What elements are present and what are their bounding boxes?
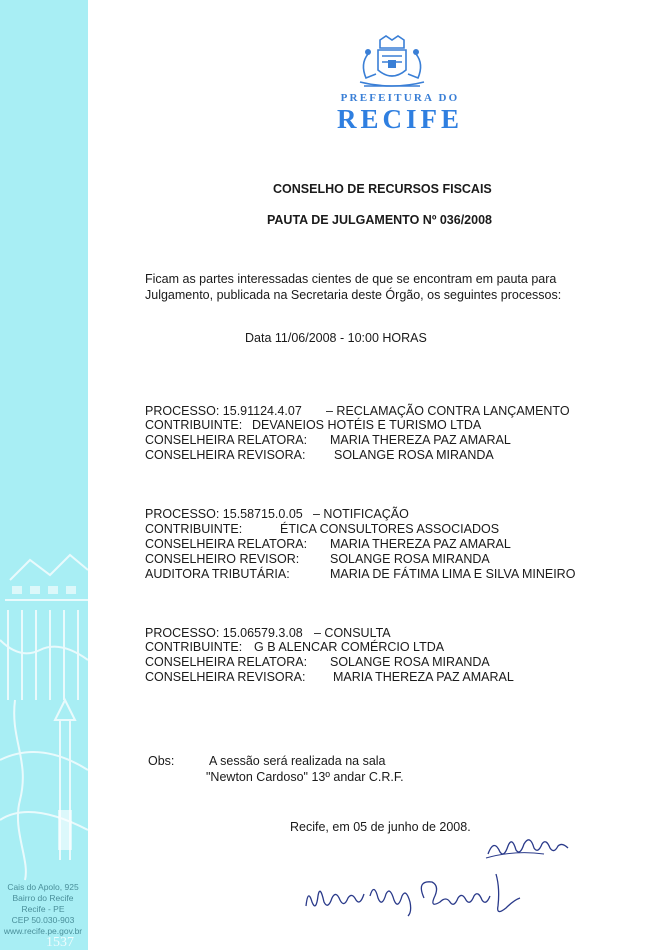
- field-value: ÉTICA CONSULTORES ASSOCIADOS: [280, 522, 500, 536]
- field-value: SOLANGE ROSA MIRANDA: [334, 448, 494, 462]
- city-watermark-graphic: [0, 0, 88, 950]
- brand-prefeitura: PREFEITURA DO: [340, 92, 460, 104]
- year-mark: 1537: [46, 935, 74, 950]
- intro-line: Julgamento, publicada na Secretaria deste Órgão, os seguintes processos:: [145, 288, 562, 302]
- process-subject: – NOTIFICAÇÃO: [313, 507, 409, 521]
- field-label: CONSELHEIRA REVISORA:: [145, 448, 306, 462]
- field-label: CONTRIBUINTE:: [145, 640, 243, 654]
- field-label: CONSELHEIRO REVISOR:: [145, 552, 300, 566]
- process-subject: – CONSULTA: [314, 626, 391, 640]
- obs-label: Obs:: [148, 754, 175, 768]
- field-value: G B ALENCAR COMÉRCIO LTDA: [254, 640, 445, 654]
- agenda-title: PAUTA DE JULGAMENTO Nº 036/2008: [267, 213, 492, 227]
- field-label: CONSELHEIRA RELATORA:: [145, 537, 308, 551]
- handwritten-initials: [484, 828, 574, 862]
- field-value: MARIA THEREZA PAZ AMARAL: [333, 670, 514, 684]
- place-date: Recife, em 05 de junho de 2008.: [290, 820, 471, 834]
- process-number: PROCESSO: 15.58715.0.05: [145, 507, 303, 521]
- address-line: CEP 50.030-903: [11, 915, 75, 925]
- field-label: CONTRIBUINTE:: [145, 418, 243, 432]
- council-title: CONSELHO DE RECURSOS FISCAIS: [273, 182, 492, 196]
- process-number: PROCESSO: 15.06579.3.08: [145, 626, 303, 640]
- obs-text: A sessão será realizada na sala: [209, 754, 386, 768]
- field-label: CONTRIBUINTE:: [145, 522, 243, 536]
- handwritten-signature: [300, 868, 530, 920]
- intro-line: Ficam as partes interessadas cientes de que se encontram em pauta para: [145, 272, 557, 286]
- letterhead-side-band: [0, 0, 88, 950]
- process-number: PROCESSO: 15.91124.4.07: [145, 404, 302, 418]
- field-value: MARIA DE FÁTIMA LIMA E SILVA MINEIRO: [330, 567, 576, 581]
- field-value: DEVANEIOS HOTÉIS E TURISMO LTDA: [252, 418, 482, 432]
- address-block: [0, 882, 86, 937]
- city-coat-of-arms-logo: [352, 34, 432, 92]
- address-line: Recife - PE: [21, 904, 65, 914]
- field-label: CONSELHEIRA RELATORA:: [145, 655, 308, 669]
- field-label: AUDITORA TRIBUTÁRIA:: [145, 567, 290, 581]
- field-label: CONSELHEIRA RELATORA:: [145, 433, 308, 447]
- session-date: Data 11/06/2008 - 10:00 HORAS: [245, 331, 427, 345]
- field-label: CONSELHEIRA REVISORA:: [145, 670, 306, 684]
- obs-text: "Newton Cardoso" 13º andar C.R.F.: [206, 770, 404, 784]
- address-line: Cais do Apolo, 925: [7, 882, 79, 892]
- field-value: MARIA THEREZA PAZ AMARAL: [330, 433, 511, 447]
- brand-recife: RECIFE: [336, 104, 463, 134]
- field-value: MARIA THEREZA PAZ AMARAL: [330, 537, 511, 551]
- address-line: www.recife.pe.gov.br: [3, 926, 83, 936]
- field-value: SOLANGE ROSA MIRANDA: [330, 655, 490, 669]
- process-subject: – RECLAMAÇÃO CONTRA LANÇAMENTO: [326, 404, 570, 418]
- field-value: SOLANGE ROSA MIRANDA: [330, 552, 490, 566]
- address-line: Bairro do Recife: [12, 893, 74, 903]
